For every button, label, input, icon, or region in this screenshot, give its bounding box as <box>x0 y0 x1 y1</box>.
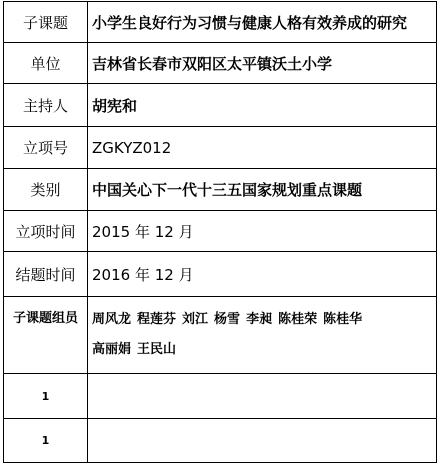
member-name: 王民山 <box>137 342 177 357</box>
row-category <box>4 169 437 211</box>
member-name: 李昶 <box>246 312 273 327</box>
value-host: 胡宪和 <box>88 84 437 127</box>
row-subtopic <box>4 2 437 43</box>
row-end-date <box>4 252 437 297</box>
label-extra-2: 1 <box>4 419 88 463</box>
member-name: 陈桂华 <box>323 312 363 327</box>
value-end-date: 2016 年 12 月 <box>88 252 437 297</box>
member-name: 周风龙 <box>92 312 132 327</box>
member-name: 程莲芬 <box>137 312 177 327</box>
row-extra-2 <box>4 419 437 463</box>
value-start-date: 2015 年 12 月 <box>88 211 437 252</box>
label-extra-1: 1 <box>4 374 88 419</box>
value-extra-2 <box>88 419 437 463</box>
label-start-date: 立项时间 <box>4 211 88 252</box>
member-name: 陈桂荣 <box>278 312 318 327</box>
value-members <box>88 297 437 374</box>
label-project-number: 立项号 <box>4 127 88 169</box>
row-members <box>4 297 437 374</box>
value-category: 中国关心下一代十三五国家规划重点课题 <box>88 169 437 211</box>
label-category: 类别 <box>4 169 88 211</box>
value-unit: 吉林省长春市双阳区太平镇沃土小学 <box>88 43 437 84</box>
label-subtopic: 子课题 <box>4 2 88 43</box>
row-unit <box>4 43 437 84</box>
member-name: 刘江 <box>182 312 209 327</box>
member-name: 杨雪 <box>214 312 241 327</box>
value-project-number: ZGKYZ012 <box>88 127 437 169</box>
value-subtopic: 小学生良好行为习惯与健康人格有效养成的研究 <box>88 2 437 43</box>
row-project-number <box>4 127 437 169</box>
row-host <box>4 84 437 127</box>
row-start-date <box>4 211 437 252</box>
member-name: 高丽娟 <box>92 342 132 357</box>
label-host: 主持人 <box>4 84 88 127</box>
project-info-table <box>3 1 437 463</box>
value-extra-1 <box>88 374 437 419</box>
row-extra-1 <box>4 374 437 419</box>
label-members: 子课题组员 <box>4 297 88 374</box>
label-end-date: 结题时间 <box>4 252 88 297</box>
label-unit: 单位 <box>4 43 88 84</box>
